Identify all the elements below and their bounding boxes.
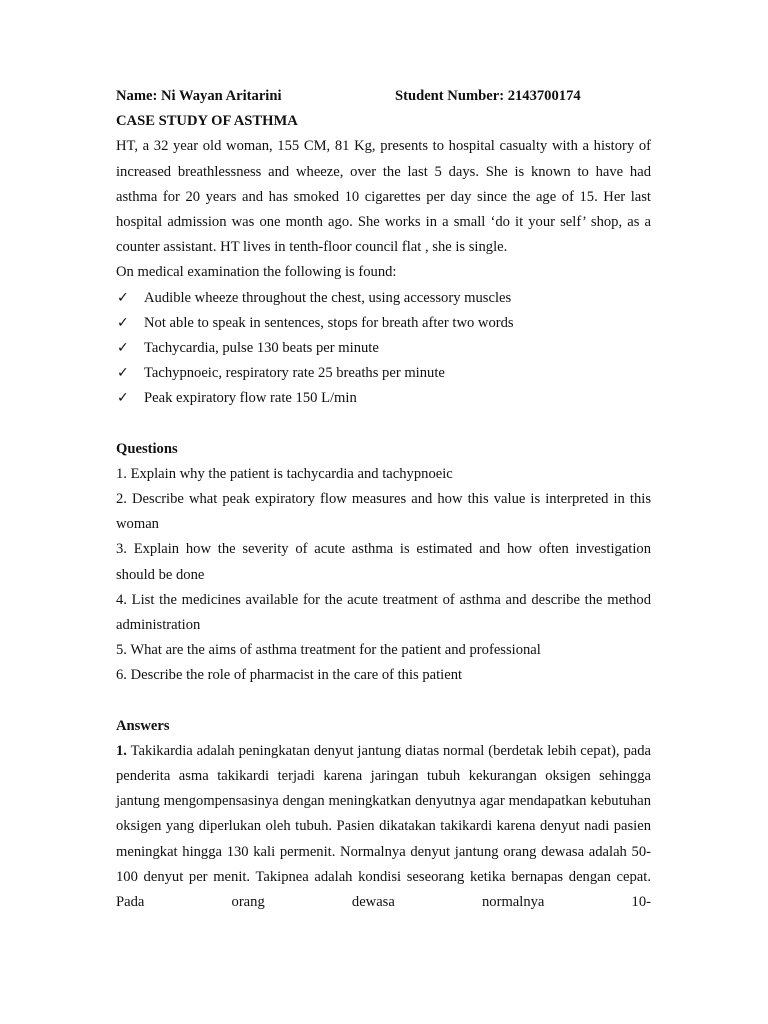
finding-text: Not able to speak in sentences, stops for breath after two words	[144, 314, 514, 331]
finding-text: Tachycardia, pulse 130 beats per minute	[144, 340, 379, 357]
student-number: Student Number: 2143700174	[395, 88, 581, 104]
list-item	[116, 336, 651, 361]
list-item	[116, 386, 651, 411]
questions-heading: Questions	[116, 440, 178, 457]
checkmark-icon: ✓	[117, 365, 129, 382]
answer-text: Takikardia adalah peningkatan denyut jantung diatas normal (berdetak lebih cepat), pada penderita asma takikardi terjadi karena jaringan tubuh kekurangan oksigen sehingga jantung mengompensasinya dengan meningkatkan denyutnya agar mendapatkan kebutuhan oksigen yang diperlukan oleh tubuh. Pasien dikatakan takikardi karena denyut nadi pasien meningkat hingga 130 kali permenit. Normalnya denyut jantung orang dewasa adalah 50-100 denyut per menit. Takipnea adalah kondisi seseorang ketika bernapas dengan cepat. Pada orang dewasa normalnya 10-	[116, 742, 651, 911]
question-item: 5. What are the aims of asthma treatment for the patient and professional	[116, 642, 541, 659]
answer-number: 1.	[116, 742, 127, 759]
question-item: 2. Describe what peak expiratory flow measures and how this value is interpreted in this woman	[116, 491, 651, 533]
list-item	[116, 311, 651, 336]
student-name: Name: Ni Wayan Aritarini	[116, 88, 282, 104]
checkmark-icon: ✓	[117, 314, 129, 331]
question-item: 1. Explain why the patient is tachycardia and tachypnoeic	[116, 465, 453, 482]
header-line	[116, 84, 651, 109]
answers-heading: Answers	[116, 717, 170, 734]
document-body	[116, 84, 651, 915]
finding-text: Tachypnoeic, respiratory rate 25 breaths per minute	[144, 365, 445, 382]
finding-text: Peak expiratory flow rate 150 L/min	[144, 390, 357, 407]
question-item: 4. List the medicines available for the acute treatment of asthma and describe the method administration	[116, 591, 651, 634]
list-item	[116, 286, 651, 311]
finding-text: Audible wheeze throughout the chest, using accessory muscles	[144, 289, 512, 306]
exam-intro: On medical examination the following is found:	[116, 264, 397, 281]
list-item	[116, 361, 651, 386]
answer-1-paragraph	[116, 739, 651, 915]
checkmark-icon: ✓	[117, 390, 129, 407]
spacer	[116, 412, 651, 437]
spacer	[116, 689, 651, 714]
question-item: 6. Describe the role of pharmacist in the care of this patient	[116, 667, 463, 684]
case-paragraph: HT, a 32 year old woman, 155 CM, 81 Kg, presents to hospital casualty with a history of increased breathlessness and wheeze, over the last 5 days. She is known to have had asthma for 20 years and has smoked 10 cigarettes per day since the age of 15. Her last hospital admission was one month ago. She works in a small ‘do it your self’ shop, as a counter assistant. HT lives in tenth-floor council flat , she is single.	[116, 138, 651, 256]
document-title: CASE STUDY OF ASTHMA	[116, 113, 298, 130]
question-item: 3. Explain how the severity of acute asthma is estimated and how often investigation should be done	[116, 541, 651, 583]
findings-list	[116, 286, 651, 412]
checkmark-icon: ✓	[117, 340, 129, 357]
checkmark-icon: ✓	[117, 289, 129, 306]
